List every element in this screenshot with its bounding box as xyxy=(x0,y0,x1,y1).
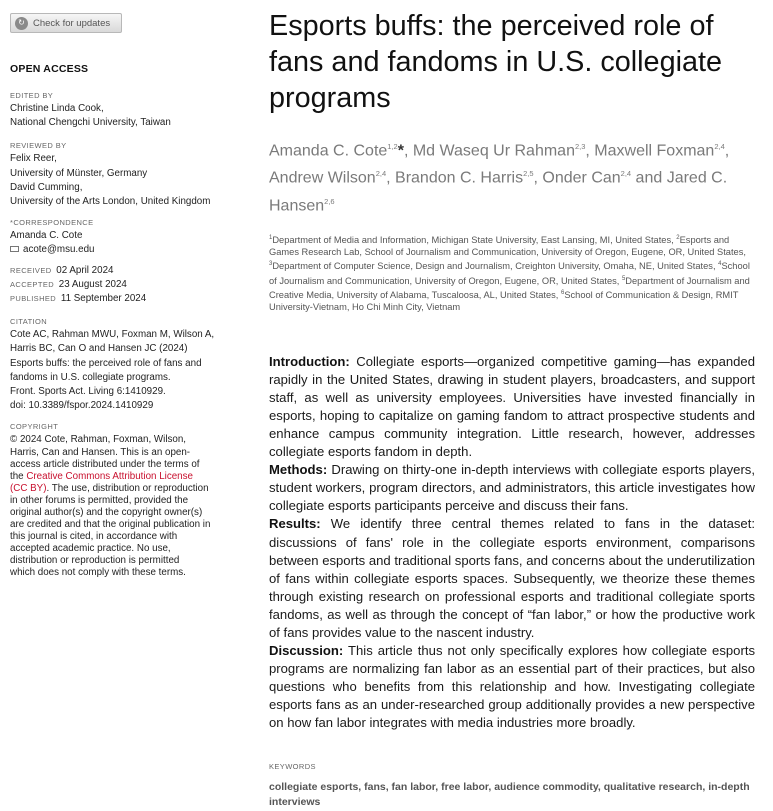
editor-name: Christine Linda Cook, xyxy=(10,103,104,114)
affiliation-text: Department of Media and Information, Michigan State University, East Lansing, MI, United States, xyxy=(272,235,677,246)
copyright-section xyxy=(10,422,245,579)
received-date: 02 April 2024 xyxy=(56,264,114,276)
author-name[interactable]: Brandon C. Harris xyxy=(395,169,524,187)
abstract-section-text: We identify three central themes related to fans in the dataset: discussions of fans' role in the collegiate esports environment, comparisons between esports and traditional sports fans, and concerns about the underutilization of fans within collegiate esports spaces. Subsequently, we theorize these themes through existing research on professional esports and traditional collegiate sports fandoms, as well as through the concept of “fan labor,” or how the productive work of fans provides value to the nascent industry. xyxy=(269,516,755,640)
received-row xyxy=(10,264,245,278)
citation-line: Harris BC, Can O and Hansen JC (2024) xyxy=(10,343,188,355)
affiliation-number: 1 xyxy=(269,234,273,241)
reviewed-by-section xyxy=(10,141,245,209)
abstract-section-label: Results: xyxy=(269,516,321,532)
citation-line: Cote AC, Rahman MWU, Foxman M, Wilson A, xyxy=(10,329,215,341)
author-separator: and xyxy=(631,169,667,187)
correspondence-section xyxy=(10,218,245,257)
abstract xyxy=(269,353,755,733)
copyright-line: access article distributed under the terms of xyxy=(10,458,200,470)
copyright-line: Harris, Can and Hansen. This is an open- xyxy=(10,446,191,458)
abstract-section-label: Discussion: xyxy=(269,643,344,659)
refresh-icon: ↻ xyxy=(15,17,28,30)
cc-by-link[interactable]: (CC BY) xyxy=(10,482,47,494)
dates-section xyxy=(10,264,245,307)
abstract-section-label: Introduction: xyxy=(269,353,350,369)
editor-affiliation: National Chengchi University, Taiwan xyxy=(10,117,171,129)
affiliation-number: 5 xyxy=(621,275,626,282)
affiliations xyxy=(269,232,755,314)
copyright-line: original author(s) and the copyright owner(s) xyxy=(10,507,203,519)
edited-by-label: EDITED BY xyxy=(10,91,54,100)
author-affiliation-sup: 2,6 xyxy=(324,196,335,206)
abstract-section-text: Collegiate esports—organized competitive gaming—has expanded rapidly in the United States, drawing in student players, broadcasters, and support staff, as well as university employees. Universities have invested financially in esports, hoping to capitalize on gaming fandom to attract prospective students and enhance campus community integration. Little research, however, addresses collegiate esports fandom in depth. xyxy=(269,353,755,460)
author-name[interactable]: Md Waseq Ur Rahman xyxy=(412,142,575,160)
abstract-paragraph xyxy=(269,515,755,642)
affiliation-number: 2 xyxy=(676,234,680,241)
correspondence-email-row xyxy=(10,243,245,257)
published-label: PUBLISHED xyxy=(10,294,57,304)
article-title: Esports buffs: the perceived role of fans and fandoms in U.S. collegiate programs xyxy=(269,10,723,114)
affiliation-number: 3 xyxy=(269,261,273,268)
copyright-line: in other forums is permitted, provided the xyxy=(10,494,189,506)
copyright-pre-link: the xyxy=(10,470,27,482)
citation-doi: doi: 10.3389/fspor.2024.1410929 xyxy=(10,400,154,412)
keywords: collegiate esports, fans, fan labor, free labor, audience commodity, qualitative research, in-depth interviews xyxy=(269,780,750,809)
abstract-paragraph xyxy=(269,642,755,732)
accepted-row xyxy=(10,278,245,292)
citation-section xyxy=(10,317,245,413)
reviewer-line: University of the Arts London, United Kingdom xyxy=(10,196,211,208)
edited-by-section xyxy=(10,91,245,130)
copyright-line: this journal is cited, in accordance with xyxy=(10,531,178,543)
correspondence-label: *CORRESPONDENCE xyxy=(10,218,94,228)
copyright-line: distribution or reproduction is permitted xyxy=(10,555,180,567)
author-separator: , xyxy=(403,142,413,160)
correspondence-name: Amanda C. Cote xyxy=(10,230,83,242)
reviewer-line: Felix Reer, xyxy=(10,153,57,165)
accepted-label: ACCEPTED xyxy=(10,279,55,289)
check-for-updates-button[interactable] xyxy=(10,13,122,33)
author-affiliation-sup: 2,4 xyxy=(375,169,387,179)
article-info-sidebar xyxy=(10,12,245,580)
author-affiliation-sup: 1,2 xyxy=(387,142,398,151)
affiliation-text: Department of Computer Science, Design and Journalism, Creighton University, Omaha, NE, United States, xyxy=(272,261,719,272)
abstract-section-label: Methods: xyxy=(269,462,328,478)
copyright-line: which does not comply with these terms. xyxy=(10,567,186,579)
author-affiliation-sup: 2,5 xyxy=(523,169,534,179)
open-access-label: OPEN ACCESS xyxy=(10,63,89,75)
affiliation-number: 4 xyxy=(718,261,722,268)
abstract-section-text: This article thus not only specifically explores how collegiate esports programs are normalizing fan labor as an essential part of their practices, but also questions who benefits from this relationship and how. Investigating collegiate esports fans as an under-researched group additionally provides a new perspective on how fan labor integrates with media industries more broadly. xyxy=(269,643,755,731)
reviewed-by-label: REVIEWED BY xyxy=(10,141,67,151)
copyright-line xyxy=(10,483,245,495)
check-for-updates-label: Check for updates xyxy=(33,17,111,29)
copyright-line: accepted academic practice. No use, xyxy=(10,543,171,555)
abstract-paragraph xyxy=(269,461,755,515)
affiliation-number: 6 xyxy=(560,290,565,297)
reviewer-line: University of Münster, Germany xyxy=(10,167,148,179)
author-list xyxy=(269,135,755,217)
citation-line: Front. Sports Act. Living 6:1410929. xyxy=(10,386,166,398)
affiliation-text: School of Journalism and Communication, University of Oregon, Eugene, OR, United States, xyxy=(269,261,750,286)
abstract-section-text: Drawing on thirty-one in-depth interviews with collegiate esports players, student workers, program directors, and administrators, this article investigates how collegiate esports participants perceive and discuss their fans. xyxy=(269,462,755,514)
cc-license-link[interactable]: Creative Commons Attribution License xyxy=(26,470,193,482)
envelope-icon xyxy=(10,246,19,252)
affiliation-text: Department of Journalism and Creative Media, University of Alabama, Tuscaloosa, AL, United States, xyxy=(269,275,750,301)
copyright-post-link: . The use, distribution or reproduction xyxy=(46,482,209,494)
published-date: 11 September 2024 xyxy=(60,293,147,305)
affiliation-text: School of Communication & Design, RMIT University-Vietnam, Ho Chi Minh City, Vietnam xyxy=(269,290,739,313)
author-separator: , xyxy=(585,142,595,160)
article-main xyxy=(269,8,755,811)
author-name[interactable]: Onder Can xyxy=(542,169,621,187)
author-separator: , xyxy=(386,169,396,187)
published-row xyxy=(10,292,245,306)
affiliation-text: Esports and Games Research Lab, School of Journalism and Communication, University of Oregon, Eugene, OR, United States, xyxy=(269,235,746,258)
corresponding-author-mark: * xyxy=(397,142,404,160)
citation-label: CITATION xyxy=(10,317,48,327)
copyright-line xyxy=(10,471,245,483)
abstract-paragraph xyxy=(269,353,755,462)
copyright-label: COPYRIGHT xyxy=(10,422,59,432)
citation-line: Esports buffs: the perceived role of fans and xyxy=(10,357,202,369)
author-name[interactable]: Jared C. Hansen xyxy=(269,169,728,214)
author-name[interactable]: Amanda C. Cote xyxy=(269,142,388,160)
author-name[interactable]: Andrew Wilson xyxy=(269,169,376,187)
reviewer-line: David Cumming, xyxy=(10,181,83,193)
author-affiliation-sup: 2,4 xyxy=(714,142,725,151)
copyright-line: are credited and that the original publication in xyxy=(10,519,211,531)
correspondence-email[interactable]: acote@msu.edu xyxy=(23,244,95,256)
author-name[interactable]: Maxwell Foxman xyxy=(594,142,715,160)
author-affiliation-sup: 2,3 xyxy=(574,142,586,151)
keywords-label: KEYWORDS xyxy=(269,761,316,771)
copyright-line: © 2024 Cote, Rahman, Foxman, Wilson, xyxy=(10,434,187,446)
citation-line: fandoms in U.S. collegiate programs. xyxy=(10,371,171,383)
received-label: RECEIVED xyxy=(10,265,52,275)
author-separator: , xyxy=(724,142,730,160)
author-affiliation-sup: 2,4 xyxy=(620,169,632,179)
author-separator: , xyxy=(533,169,543,187)
accepted-date: 23 August 2024 xyxy=(58,278,127,290)
